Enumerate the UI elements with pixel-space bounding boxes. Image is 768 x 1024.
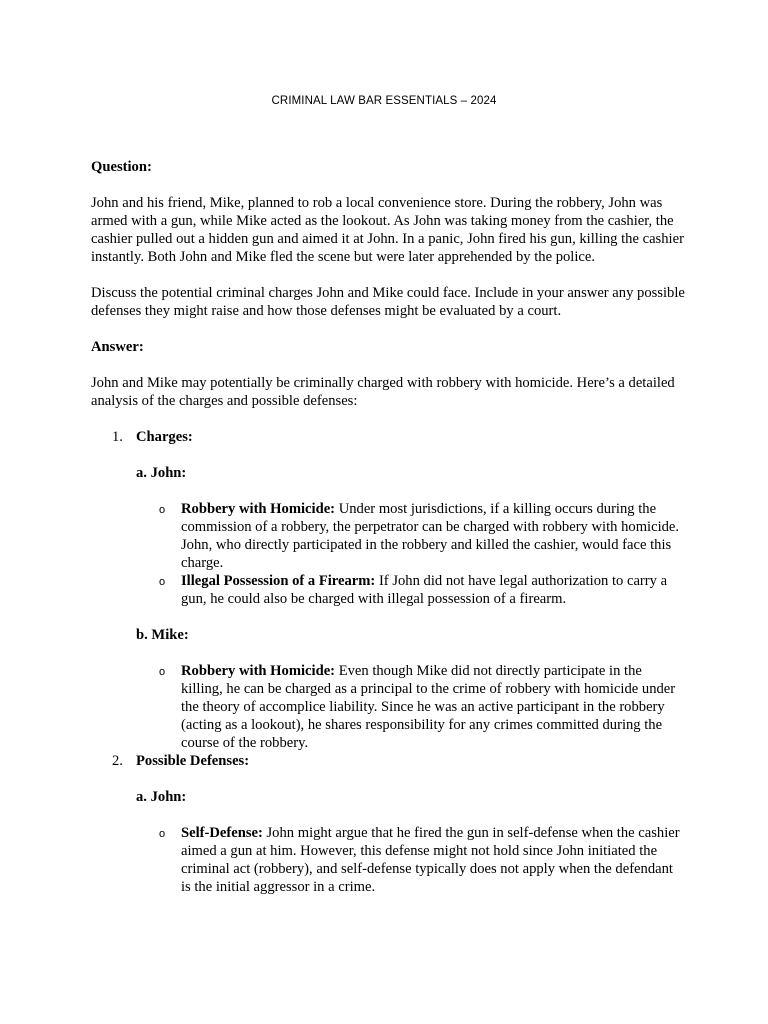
- bullet-list: [91, 824, 686, 896]
- bullet-marker: o: [159, 576, 166, 588]
- bullet-marker: o: [159, 828, 166, 840]
- bullet-term: Illegal Possession of a Firearm:: [181, 573, 376, 589]
- bullet-marker: o: [159, 666, 166, 678]
- section-number: 1.: [112, 429, 123, 445]
- document-body: [91, 158, 686, 896]
- section-title: Charges:: [136, 429, 193, 445]
- list-item: [91, 662, 686, 752]
- subsection-label-mike: b. Mike:: [136, 627, 189, 643]
- bullet-marker: o: [159, 504, 166, 516]
- bullet-text: John might argue that he fired the gun in self-defense when the cashier aimed a gun at him. However, this defense might not hold since John initiated the criminal act (robbery), and self-defense typically does not apply when the defendant is the initial aggressor in a crime.: [181, 825, 680, 895]
- section-number: 2.: [112, 753, 123, 769]
- bullet-term: Robbery with Homicide:: [181, 663, 336, 679]
- list-item: [91, 824, 686, 896]
- list-item: [91, 572, 686, 608]
- section-defenses: [91, 752, 686, 770]
- subsection-label-john: a. John:: [136, 789, 187, 805]
- section-charges: [91, 428, 686, 446]
- answer-label: Answer:: [91, 339, 144, 355]
- bullet-list: [91, 500, 686, 608]
- bullet-term: Self-Defense:: [181, 825, 263, 841]
- bullet-text: Even though Mike did not directly participate in the killing, he can be charged as a principal to the crime of robbery with homicide under the theory of accomplice liability. Since he was an active participant in the robbery (acting as a lookout), he shares responsibility for any crimes committed during the course of the robbery.: [181, 663, 676, 751]
- bullet-list: [91, 662, 686, 752]
- page-header: CRIMINAL LAW BAR ESSENTIALS – 2024: [271, 95, 497, 107]
- list-item: [91, 500, 686, 572]
- bullet-text: If John did not have legal authorization to carry a gun, he could also be charged with illegal possession of a firearm.: [181, 573, 668, 607]
- subsection-label-john: a. John:: [136, 465, 187, 481]
- question-label: Question:: [91, 159, 152, 175]
- answer-intro: John and Mike may potentially be criminally charged with robbery with homicide. Here’s a detailed analysis of the charges and possible defenses:: [91, 375, 675, 409]
- bullet-text: Under most jurisdictions, if a killing occurs during the commission of a robbery, the perpetrator can be charged with robbery with homicide. John, who directly participated in the robbery and killed the cashier, would face this charge.: [181, 501, 680, 571]
- section-title: Possible Defenses:: [136, 753, 250, 769]
- question-paragraph: Discuss the potential criminal charges John and Mike could face. Include in your answer any possible defenses they might raise and how those defenses might be evaluated by a court.: [91, 285, 685, 319]
- bullet-term: Robbery with Homicide:: [181, 501, 336, 517]
- question-paragraph: John and his friend, Mike, planned to rob a local convenience store. During the robbery, John was armed with a gun, while Mike acted as the lookout. As John was taking money from the cashier, the cashier pulled out a hidden gun and aimed it at John. In a panic, John fired his gun, killing the cashier instantly. Both John and Mike fled the scene but were later apprehended by the police.: [91, 195, 684, 265]
